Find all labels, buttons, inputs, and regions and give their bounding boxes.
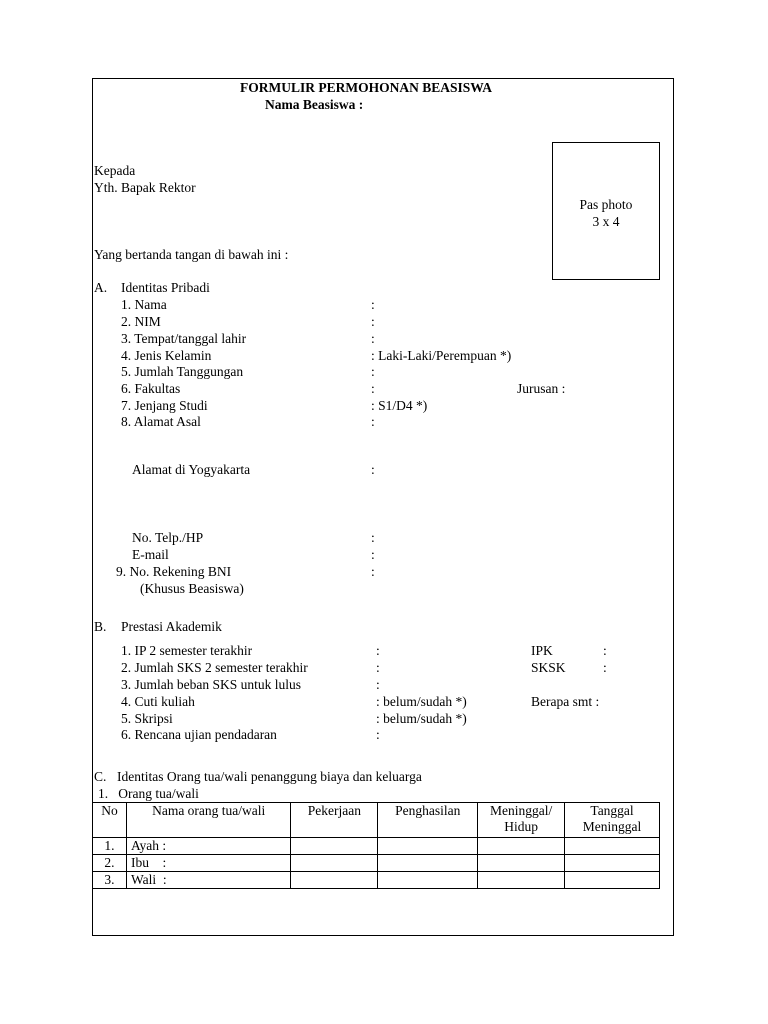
section-b-title: Prestasi Akademik [121,619,222,634]
field-value-email: : [371,547,375,562]
field-value-fakultas: : [371,381,375,396]
section-c-sub: 1. Orang tua/wali [98,786,199,801]
section-c-letter: C. [94,769,107,784]
field-value-nama: : [371,297,375,312]
field-label-alamat-yogya: Alamat di Yogyakarta [132,462,251,477]
field-value-ttl: : [371,331,375,346]
field-label-ip: 1. IP 2 semester terakhir [121,643,253,658]
parent-table [92,802,660,889]
field-value-jenis-kelamin: : Laki-Laki/Perempuan *) [371,348,512,363]
field-value-nim: : [371,314,375,329]
section-c-title: Identitas Orang tua/wali penanggung biaya dan keluarga [117,769,422,784]
col-header-tanggal-line2: Meninggal [582,819,642,834]
form-subtitle: Nama Beasiswa : [265,97,364,112]
field-label-jenjang: 7. Jenjang Studi [121,398,208,413]
col-header-pekerjaan: Pekerjaan [291,803,378,838]
row-no: 1. [93,838,127,855]
col-header-tanggal [565,803,660,838]
field-label-nama: 1. Nama [121,297,167,312]
photo-size: 3 x 4 [592,214,620,229]
field-label-sksk: SKSK [531,660,566,675]
field-value-ip: : [376,643,380,658]
field-label-beban-sks: 3. Jumlah beban SKS untuk lulus [121,677,302,692]
field-label-fakultas: 6. Fakultas [121,381,181,396]
field-value-beban-sks: : [376,677,380,692]
form-title: FORMULIR PERMOHONAN BEASISWA [240,80,493,95]
field-label-ipk: IPK [531,643,553,658]
col-header-nama: Nama orang tua/wali [126,803,290,838]
row-penghasilan[interactable] [378,872,478,889]
photo-box [552,142,660,280]
row-status[interactable] [478,855,565,872]
col-header-meninggal-line2: Hidup [504,819,538,834]
field-label-pendadaran: 6. Rencana ujian pendadaran [121,727,277,742]
row-status[interactable] [478,838,565,855]
section-a-letter: A. [94,280,108,295]
row-no: 2. [93,855,127,872]
field-label-nim: 2. NIM [121,314,161,329]
address-rektor: Yth. Bapak Rektor [94,180,196,195]
field-label-cuti: 4. Cuti kuliah [121,694,195,709]
field-label-jurusan: Jurusan : [517,381,566,396]
field-label-jenis-kelamin: 4. Jenis Kelamin [121,348,212,363]
section-a-title: Identitas Pribadi [121,280,210,295]
row-pekerjaan[interactable] [291,855,378,872]
section-b-letter: B. [94,619,107,634]
table-row [93,872,660,889]
field-label-sks: 2. Jumlah SKS 2 semester terakhir [121,660,308,675]
field-value-jenjang: : S1/D4 *) [371,398,428,413]
field-value-ipk: : [603,643,607,658]
field-label-berapa-smt: Berapa smt : [531,694,600,709]
field-value-cuti: : belum/sudah *) [376,694,467,709]
photo-label: Pas photo [579,197,633,212]
col-header-no: No [93,803,127,838]
row-tanggal[interactable] [565,872,660,889]
row-status[interactable] [478,872,565,889]
row-no: 3. [93,872,127,889]
row-nama: Ayah : [126,838,290,855]
field-label-alamat-asal: 8. Alamat Asal [121,414,201,429]
field-value-pendadaran: : [376,727,380,742]
row-penghasilan[interactable] [378,855,478,872]
field-value-alamat-yogya: : [371,462,375,477]
row-tanggal[interactable] [565,838,660,855]
col-header-tanggal-line1: Tanggal [590,803,634,818]
field-label-tanggungan: 5. Jumlah Tanggungan [121,364,244,379]
field-value-sksk: : [603,660,607,675]
table-header-row [93,803,660,838]
row-tanggal[interactable] [565,855,660,872]
row-pekerjaan[interactable] [291,872,378,889]
field-value-sks: : [376,660,380,675]
row-pekerjaan[interactable] [291,838,378,855]
row-penghasilan[interactable] [378,838,478,855]
row-nama: Ibu : [126,855,290,872]
col-header-meninggal-line1: Meninggal/ [490,803,553,818]
field-label-telp: No. Telp./HP [132,530,204,545]
field-value-telp: : [371,530,375,545]
field-label-skripsi: 5. Skripsi [121,711,173,726]
field-value-tanggungan: : [371,364,375,379]
col-header-meninggal [478,803,565,838]
col-header-penghasilan: Penghasilan [378,803,478,838]
intro-text: Yang bertanda tangan di bawah ini : [94,247,289,262]
field-label-rekening: 9. No. Rekening BNI [116,564,232,579]
field-value-alamat-asal: : [371,414,375,429]
table-row [93,855,660,872]
address-kepada: Kepada [94,163,136,178]
field-label-email: E-mail [132,547,169,562]
field-value-rekening: : [371,564,375,579]
field-value-skripsi: : belum/sudah *) [376,711,467,726]
field-label-ttl: 3. Tempat/tanggal lahir [121,331,247,346]
table-row [93,838,660,855]
rekening-note: (Khusus Beasiswa) [140,581,244,596]
row-nama: Wali : [126,872,290,889]
